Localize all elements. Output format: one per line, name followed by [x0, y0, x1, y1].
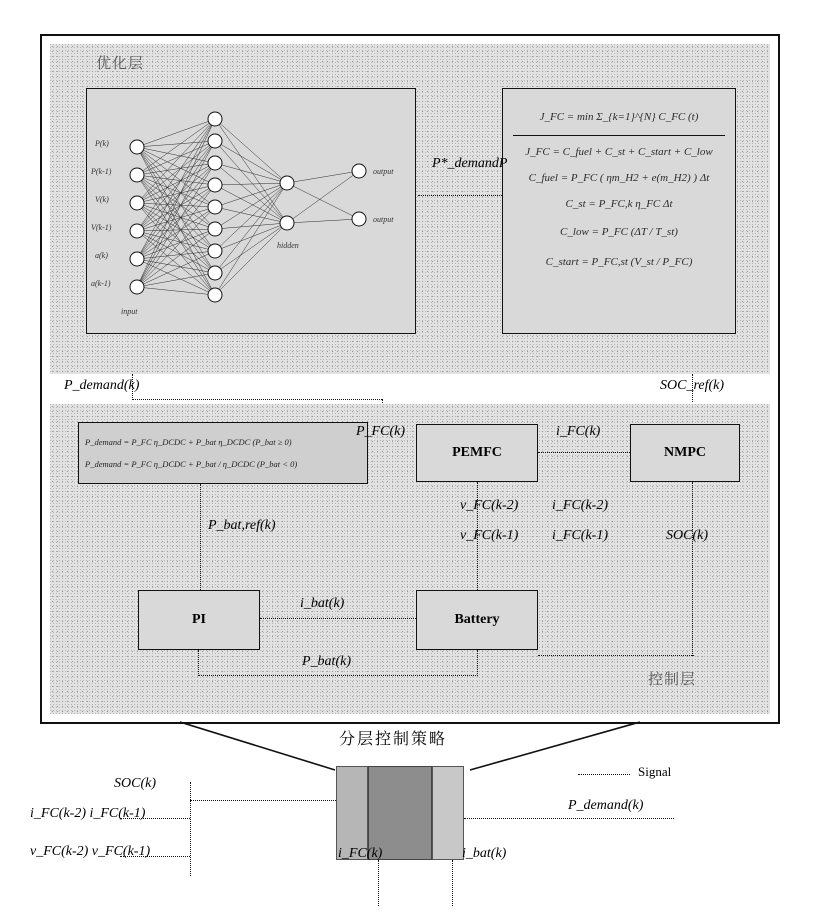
connector-soc-feedback [538, 655, 694, 656]
equation-divider [513, 135, 725, 136]
nn-node-label-5: a(k-1) [91, 279, 111, 288]
signal-p-demand-k: P_demand(k) [64, 378, 140, 393]
signal-p-bat-ref-k: P_bat,ref(k) [208, 518, 276, 533]
bottom-label-p-demand-k: P_demand(k) [568, 798, 644, 813]
connector-pbatref-down [200, 484, 201, 590]
signal-v-fc-k2: v_FC(k-2) [460, 498, 519, 513]
nmpc-label: NMPC [664, 445, 706, 460]
equation-line-4: C_low = P_FC (ΔT / T_st) [560, 226, 678, 238]
connector-pi-down [198, 650, 199, 676]
nn-hidden-label: hidden [277, 241, 299, 250]
signal-i-fc-k1: i_FC(k-1) [552, 528, 608, 543]
nn-node-label-3: V(k-1) [91, 223, 112, 232]
equation-line-0: J_FC = min Σ_{k=1}^{N} C_FC (t) [539, 111, 699, 123]
signal-soc-ref-k: SOC_ref(k) [660, 378, 725, 393]
nn-node-label-0: P(k) [95, 139, 109, 148]
neural-network-box [86, 88, 416, 334]
nn-node-label-2: V(k) [95, 195, 109, 204]
signal-v-fc-k1: v_FC(k-1) [460, 528, 519, 543]
signal-i-fc-k: i_FC(k) [556, 424, 601, 439]
battery-box [416, 590, 538, 650]
nn-node-label-1: P(k-1) [91, 167, 112, 176]
connector-pdemand-h [132, 399, 382, 400]
bottom-label-i-fc-k: i_FC(k) [338, 846, 383, 861]
signal-p-demand-star-text: P*_demandP [432, 156, 508, 171]
nn-output-label-0: output [373, 167, 394, 176]
battery-label: Battery [454, 612, 500, 627]
connector-ibat-out [452, 860, 453, 906]
signal-soc-k: SOC(k) [666, 528, 708, 543]
bottom-label-vfc-prev: v_FC(k-2) v_FC(k-1) [30, 844, 151, 859]
connector-right-to-machine [464, 818, 674, 819]
legend-signal-label: Signal [638, 764, 672, 779]
equation-line-3: C_st = P_FC,k η_FC Δt [565, 198, 673, 210]
control-layer-label: 控制层 [648, 672, 697, 688]
pi-label: PI [192, 612, 206, 627]
equation-line-1: J_FC = C_fuel + C_st + C_start + C_low [525, 146, 713, 158]
bottom-label-ifc-prev: i_FC(k-2) i_FC(k-1) [30, 806, 146, 821]
connector-ifc-out [378, 860, 379, 906]
machine-right-block [432, 766, 464, 860]
pemfc-label: PEMFC [452, 445, 502, 460]
cost-function-box [502, 88, 736, 334]
signal-i-bat-k: i_bat(k) [300, 596, 345, 611]
equation-line-2: C_fuel = P_FC ( ηm_H2 + e(m_H2) ) Δt [528, 172, 710, 184]
pemfc-box [416, 424, 538, 482]
neural-network-graph [87, 89, 417, 335]
connector-left-to-machine [190, 800, 336, 801]
diagram-title: 分层控制策略 [339, 731, 448, 748]
connector-left-bus [190, 782, 191, 876]
nn-node-label-4: a(k) [95, 251, 108, 260]
equation-line-5: C_start = P_FC,st (V_st / P_FC) [545, 256, 693, 268]
connector-nn-to-eq [418, 195, 502, 196]
connector-pbat-h [198, 675, 478, 676]
connector-pi-to-battery [260, 618, 416, 619]
nmpc-box [630, 424, 740, 482]
connector-nmpc-down [692, 482, 693, 656]
power-split-line-1: P_demand = P_FC η_DCDC + P_bat η_DCDC (P_bat ≥ 0) [85, 437, 292, 447]
pi-box [138, 590, 260, 650]
signal-p-bat-k: P_bat(k) [302, 654, 351, 669]
signal-p-fc-k: P_FC(k) [356, 424, 405, 439]
bottom-label-soc-k: SOC(k) [114, 776, 156, 791]
connector-pemfc-to-nmpc [538, 452, 630, 453]
connector-battery-down [477, 650, 478, 676]
power-split-box [78, 422, 368, 484]
bottom-label-i-bat-k: i_bat(k) [462, 846, 507, 861]
nn-output-label-1: output [373, 215, 394, 224]
legend-signal-line [578, 774, 630, 775]
nn-input-label: input [121, 307, 138, 316]
signal-i-fc-k2: i_FC(k-2) [552, 498, 608, 513]
optimization-layer-label: 优化层 [96, 56, 145, 72]
signal-p-demand-star [432, 156, 507, 172]
power-split-line-2: P_demand = P_FC η_DCDC + P_bat / η_DCDC (P_bat < 0) [85, 459, 298, 469]
